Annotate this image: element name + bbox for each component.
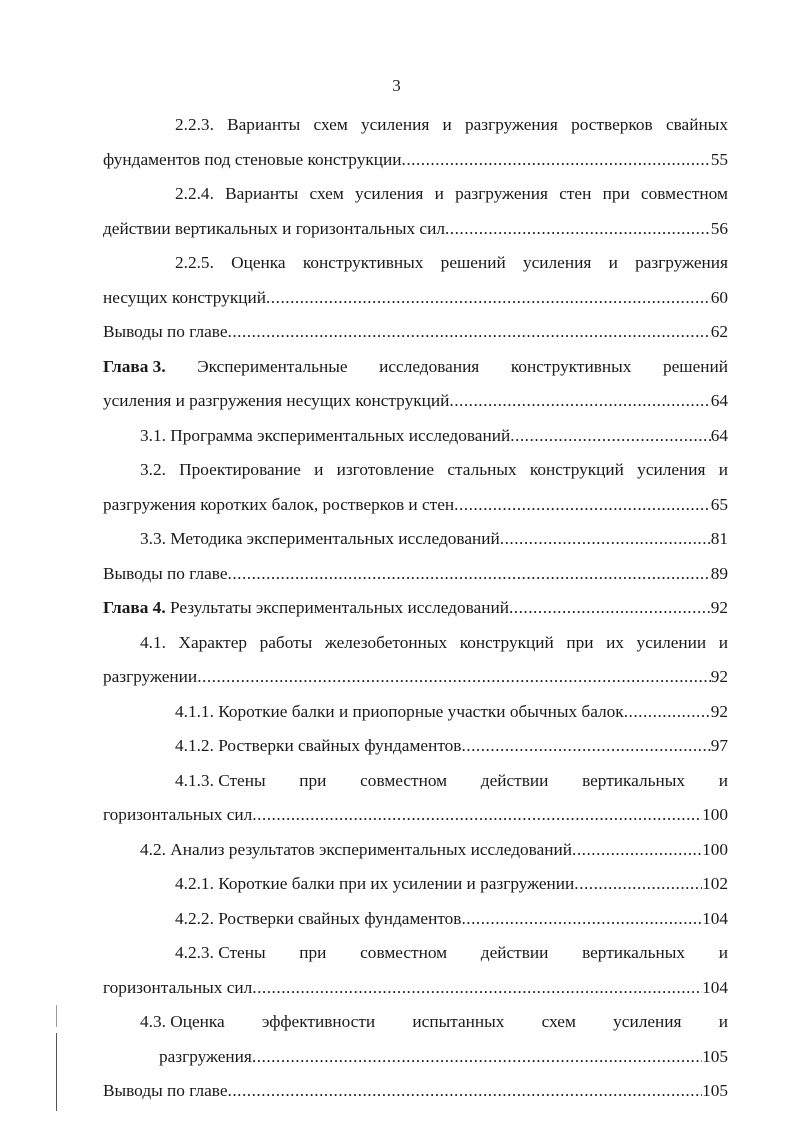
toc-entry-line[interactable]: [103, 1040, 728, 1075]
toc-word: при: [299, 770, 327, 790]
toc-entry[interactable]: [103, 177, 728, 246]
toc-word: и: [608, 253, 618, 272]
toc-entry[interactable]: [103, 557, 728, 592]
dot-leader: [228, 315, 711, 350]
toc-word: Проектирование: [179, 460, 301, 479]
toc-word: усилении: [636, 632, 707, 652]
toc-word: схем: [313, 115, 348, 134]
toc-entry-line[interactable]: [103, 729, 728, 764]
dot-leader: [228, 557, 711, 592]
toc-entry-title: разгружения: [159, 1046, 252, 1066]
toc-entry-title: 4.1.2. Ростверки свайных фундаментов: [175, 736, 462, 755]
toc-entry[interactable]: [103, 591, 728, 626]
toc-page-number: 92: [710, 598, 728, 617]
toc-page-number: 89: [710, 563, 728, 583]
toc-entry[interactable]: [103, 453, 728, 522]
dot-leader: [402, 143, 711, 178]
toc-entry-line[interactable]: [103, 419, 728, 454]
toc-entry-title: 3.3. Методика экспериментальных исследований: [140, 529, 500, 548]
toc-entry-line[interactable]: [103, 143, 728, 178]
dot-leader: [500, 522, 711, 557]
toc-entry-title: 4.2.2. Ростверки свайных фундаментов: [175, 908, 462, 928]
toc-entry-line[interactable]: [103, 798, 728, 833]
toc-word: вертикальных: [582, 770, 685, 790]
toc-entry[interactable]: [103, 867, 728, 902]
dot-leader: [454, 488, 711, 523]
toc-word: конструкций: [529, 460, 624, 479]
toc-word: и: [718, 632, 728, 652]
toc-entry[interactable]: [103, 626, 728, 695]
toc-entry[interactable]: [103, 936, 728, 1005]
toc-word: изготовление: [336, 460, 435, 479]
toc-entry-line[interactable]: [103, 833, 728, 868]
toc-word: и: [442, 115, 452, 134]
toc-page-number: 81: [710, 529, 728, 548]
toc-word: разгружения: [464, 115, 558, 134]
toc-word: при: [566, 632, 594, 652]
toc-word: усиления: [360, 115, 430, 134]
toc-entry[interactable]: [103, 902, 728, 937]
toc-word: стальных: [447, 460, 517, 479]
chapter-label: Глава 3.: [103, 356, 166, 376]
toc-page-number: 97: [710, 736, 728, 755]
toc-entry-title: 4.2.1. Короткие балки при их усилении и разгружении: [175, 874, 575, 893]
toc-entry-line: [103, 764, 728, 799]
toc-word: действии: [480, 943, 549, 962]
toc-entry-title: горизонтальных сил: [103, 805, 253, 824]
toc-word: испытанных: [412, 1012, 505, 1031]
toc-entry-title: Выводы по главе: [103, 1081, 228, 1100]
dot-leader: [449, 384, 710, 419]
toc-word: конструктивных: [302, 253, 424, 272]
toc-entry-line[interactable]: [103, 1074, 728, 1109]
toc-entry-line[interactable]: [103, 902, 728, 937]
toc-entry[interactable]: [103, 315, 728, 350]
toc-entry[interactable]: [103, 108, 728, 177]
toc-word: работы: [259, 632, 313, 652]
toc-word: железобетонных: [324, 632, 448, 652]
toc-entry[interactable]: [103, 350, 728, 419]
toc-word: при: [299, 943, 327, 962]
toc-word: 2.2.5.: [175, 253, 214, 272]
dot-leader: [197, 660, 711, 695]
toc-entry-title: несущих конструкций: [103, 287, 266, 307]
toc-word: стен: [559, 184, 592, 203]
toc-entry-line: [103, 177, 728, 212]
toc-word: Оценка: [231, 253, 286, 272]
toc-entry[interactable]: [103, 1005, 728, 1074]
toc-entry[interactable]: [103, 246, 728, 315]
toc-entry-title: 3.1. Программа экспериментальных исследований: [140, 425, 511, 445]
toc-entry-line: [103, 453, 728, 488]
toc-page-number: 56: [710, 218, 728, 238]
toc-page-number: 62: [710, 322, 728, 341]
toc-word: решений: [662, 356, 728, 376]
toc-entry[interactable]: [103, 833, 728, 868]
toc-word: 3.2.: [140, 460, 166, 479]
scan-margin-mark: [56, 1005, 57, 1027]
dot-leader: [572, 833, 702, 868]
toc-entry-title: Глава 4. Результаты экспериментальных исследований: [103, 598, 509, 617]
toc-entry[interactable]: [103, 764, 728, 833]
toc-page-number: 92: [710, 701, 728, 721]
toc-entry-title: 4.2. Анализ результатов экспериментальных исследований: [140, 839, 573, 859]
toc-word: и: [434, 184, 444, 203]
toc-word: их: [606, 632, 624, 652]
toc-page-number: 65: [710, 494, 728, 514]
toc-word: схем: [541, 1012, 576, 1031]
toc-entry-title: 4.1.1. Короткие балки и приопорные участки обычных балок: [175, 701, 624, 721]
toc-word: при: [602, 184, 630, 203]
toc-entry-line[interactable]: [103, 971, 728, 1006]
dot-leader: [509, 591, 711, 626]
table-of-contents: [103, 108, 728, 1109]
dot-leader: [624, 695, 711, 730]
toc-page-number: 102: [702, 874, 728, 893]
toc-page-number: 64: [710, 391, 728, 410]
dot-leader: [510, 419, 711, 454]
toc-page-number: 100: [702, 805, 728, 824]
toc-word: 4.1.3. Стены: [175, 770, 266, 790]
toc-word: и: [718, 1012, 728, 1031]
toc-word: 2.2.3.: [175, 115, 214, 134]
toc-entry-line[interactable]: [103, 557, 728, 592]
toc-word: и: [718, 460, 728, 479]
toc-word: 4.1.: [140, 632, 166, 652]
dot-leader: [461, 902, 702, 937]
toc-entry[interactable]: [103, 729, 728, 764]
dot-leader: [574, 867, 702, 902]
toc-word: схем: [309, 184, 344, 203]
toc-entry-title: разгружении: [103, 667, 198, 686]
dot-leader: [252, 1040, 702, 1075]
toc-word: разгружения: [455, 184, 548, 203]
toc-word: действии: [480, 770, 549, 790]
toc-word: усиления: [613, 1012, 682, 1031]
toc-word: совместном: [360, 770, 448, 790]
toc-entry[interactable]: [103, 695, 728, 730]
toc-entry-line[interactable]: [103, 867, 728, 902]
toc-entry[interactable]: [103, 1074, 728, 1109]
toc-word: Экспериментальные: [197, 356, 348, 376]
toc-entry-line[interactable]: [103, 212, 728, 247]
page-number: 3: [392, 76, 401, 95]
toc-page-number: 104: [702, 977, 728, 997]
toc-word: эффективности: [261, 1012, 376, 1031]
toc-entry-title: усиления и разгружения несущих конструкций: [103, 391, 450, 410]
chapter-label: Глава 4.: [103, 598, 166, 617]
toc-page-number: 104: [702, 908, 728, 928]
toc-entry-title: горизонтальных сил: [103, 977, 253, 997]
toc-word: 4.2.3. Стены: [175, 943, 266, 962]
toc-word: конструктивных: [510, 356, 632, 376]
toc-entry-line[interactable]: [103, 591, 728, 626]
toc-entry-line[interactable]: [103, 660, 728, 695]
toc-entry-line[interactable]: [103, 315, 728, 350]
toc-entry-line[interactable]: [103, 522, 728, 557]
toc-word: разгружения: [635, 253, 728, 272]
toc-entry-line: [103, 626, 728, 661]
toc-page-number: 64: [710, 425, 728, 445]
toc-word: исследования: [379, 356, 480, 376]
toc-entry-line[interactable]: [103, 384, 728, 419]
toc-word: усиления: [355, 184, 424, 203]
dot-leader: [461, 729, 710, 764]
toc-entry-title: Выводы по главе: [103, 322, 228, 341]
toc-page-number: 60: [710, 287, 728, 307]
toc-entry-title: Выводы по главе: [103, 563, 228, 583]
toc-entry-line: [103, 350, 728, 385]
toc-entry[interactable]: [103, 522, 728, 557]
toc-entry-line: [103, 936, 728, 971]
toc-word: совместном: [640, 184, 728, 203]
toc-entry-line: [103, 1005, 728, 1040]
toc-word: Варианты: [227, 115, 301, 134]
toc-word: и: [718, 943, 728, 962]
toc-page-number: 100: [702, 839, 728, 859]
toc-entry-title: разгружения коротких балок, ростверков и стен: [103, 494, 455, 514]
dot-leader: [266, 281, 711, 316]
toc-word: усиления: [522, 253, 592, 272]
dot-leader: [228, 1074, 703, 1109]
toc-entry-line: [103, 246, 728, 281]
toc-word: конструкций: [459, 632, 554, 652]
toc-page-number: 55: [710, 149, 728, 169]
dot-leader: [445, 212, 711, 247]
dot-leader: [252, 971, 702, 1006]
toc-entry[interactable]: [103, 419, 728, 454]
scan-margin-mark: [56, 1033, 57, 1111]
toc-page-number: 105: [702, 1046, 728, 1066]
toc-word: и: [718, 770, 728, 790]
toc-page-number: 105: [702, 1081, 728, 1100]
toc-word: решений: [440, 253, 506, 272]
toc-entry-line: [103, 108, 728, 143]
toc-word: Варианты: [225, 184, 299, 203]
toc-word: совместном: [360, 943, 448, 962]
toc-word: свайных: [665, 115, 728, 134]
toc-entry-line[interactable]: [103, 281, 728, 316]
toc-word: усиления: [637, 460, 706, 479]
toc-word: 4.3. Оценка: [140, 1012, 225, 1031]
toc-entry-title: фундаментов под стеновые конструкции: [103, 149, 402, 169]
toc-page-number: 92: [710, 667, 728, 686]
toc-word: вертикальных: [582, 943, 685, 962]
toc-entry-line[interactable]: [103, 488, 728, 523]
toc-word: и: [314, 460, 324, 479]
toc-word: 2.2.4.: [175, 184, 214, 203]
toc-entry-line[interactable]: [103, 695, 728, 730]
dot-leader: [252, 798, 702, 833]
toc-entry-title: действии вертикальных и горизонтальных сил: [103, 218, 445, 238]
toc-word: Характер: [178, 632, 248, 652]
toc-word: ростверков: [571, 115, 653, 134]
